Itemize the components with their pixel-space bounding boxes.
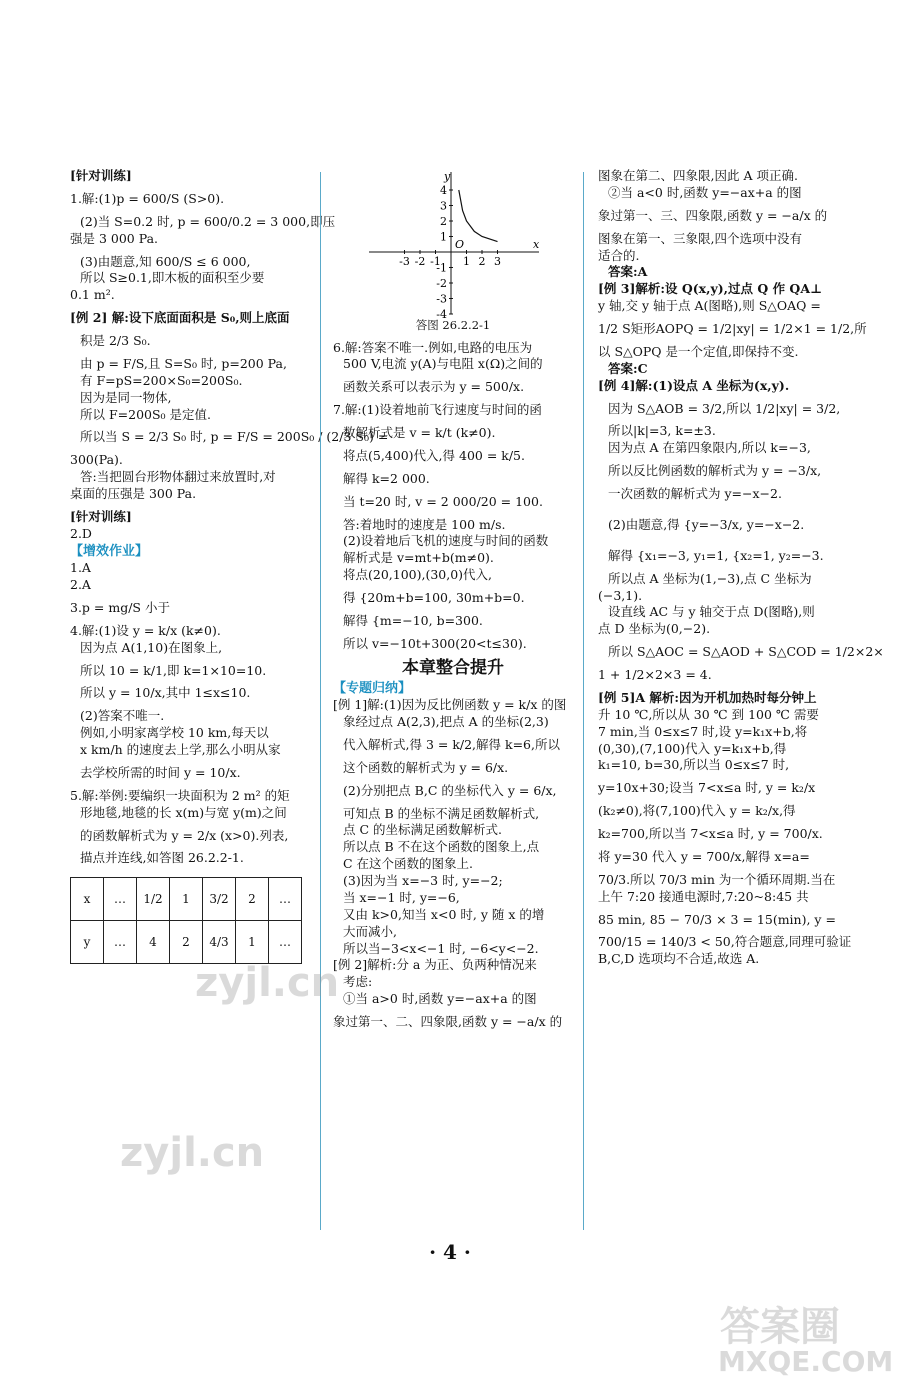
- table-cell: 3/2: [203, 878, 236, 921]
- text-line: 6.解:答案不唯一.例如,电路的电压为: [333, 339, 533, 355]
- x-tick-label: -1: [430, 255, 441, 268]
- text-line: ②当 a<0 时,函数 y=−ax+a 的图: [608, 184, 802, 200]
- table-cell: 4/3: [203, 921, 236, 964]
- text-line: y 轴,交 y 轴于点 A(图略),则 S△OAQ =: [598, 298, 821, 314]
- text-line: B,C,D 选项均不合适,故选 A.: [598, 951, 760, 967]
- text-line: 大而减小,: [343, 923, 397, 939]
- text-line: 因为点 A(1,10)在图象上,: [80, 639, 223, 655]
- text-line: 解析式是 v=mt+b(m≠0).: [343, 550, 494, 566]
- text-line: 0.1 m².: [70, 287, 115, 303]
- text-line: 去学校所需的时间 y = 10/x.: [80, 764, 241, 780]
- page-number: · 4 ·: [429, 1240, 471, 1264]
- text-line: 又由 k>0,知当 x<0 时, y 随 x 的增: [343, 906, 545, 922]
- text-line: 1 + 1/2×2×3 = 4.: [598, 667, 712, 682]
- text-line: 象过第一、二、四象限,函数 y = −a/x 的: [333, 1014, 563, 1029]
- text-line: 解得 {m=−10, b=300.: [343, 612, 483, 628]
- text-line: 设直线 AC 与 y 轴交于点 D(图略),则: [608, 604, 815, 620]
- text-line: 所以 S≥0.1,即木板的面积至少要: [80, 270, 265, 286]
- section-label: [针对训练]: [70, 168, 132, 183]
- text-line: 7 min,当 0≤x≤7 时,设 y=k₁x+b,将: [598, 723, 808, 739]
- watermark: 答案圈: [720, 1304, 840, 1350]
- text-line: (k₂≠0),将(7,100)代入 y = k₂/x,得: [598, 803, 796, 819]
- text-line: 1/2 S矩形AOPQ = 1/2|xy| = 1/2×1 = 1/2,所: [598, 321, 867, 336]
- table-cell: …: [104, 878, 137, 921]
- text-line: 所以反比例函数的解析式为 y = −3/x,: [608, 463, 822, 479]
- text-line: 所以点 B 不在这个函数的图象上,点: [343, 839, 540, 855]
- answer-line: 2.A: [70, 577, 91, 593]
- text-line: 考虑:: [343, 974, 373, 990]
- x-tick-label: 1: [463, 255, 470, 268]
- text-line: 所以|k|=3, k=±3.: [608, 423, 716, 439]
- x-tick-label: 2: [478, 255, 486, 268]
- x-tick-label: -3: [399, 255, 410, 268]
- hyperbola-graph: [363, 168, 543, 318]
- text-line: 数解析式是 v = k/t (k≠0).: [343, 425, 496, 441]
- text-line: 的函数解析式为 y = 2/x (x>0).列表,: [80, 827, 289, 843]
- text-line: 积是 2/3 S₀.: [80, 333, 151, 348]
- section-title: 【增效作业】: [70, 543, 149, 559]
- text-line: (2)分别把点 B,C 的坐标代入 y = 6/x,: [343, 782, 557, 798]
- x-tick-label: -2: [414, 255, 426, 268]
- y-tick-label: 1: [440, 230, 447, 244]
- text-line: 有 F=pS=200×S₀=200S₀.: [80, 372, 243, 388]
- text-line: 代入解析式,得 3 = k/2,解得 k=6,所以: [343, 736, 560, 752]
- y-tick-label: 3: [440, 199, 447, 213]
- text-line: 象经过点 A(2,3),把点 A 的坐标(2,3): [343, 714, 549, 729]
- table-row: [71, 878, 302, 921]
- y-tick-label: -1: [436, 261, 447, 275]
- table-cell: 1: [236, 921, 269, 964]
- text-line: (2)当 S=0.2 时, p = 600/0.2 = 3 000,即压: [80, 213, 336, 229]
- text-line: 1.解:(1)p = 600/S (S>0).: [70, 190, 225, 206]
- text-line: 所以当 S = 2/3 S₀ 时, p = F/S = 200S₀ / (2/3 S₀) =: [80, 429, 389, 445]
- text-line: 可知点 B 的坐标不满足函数解析式,: [343, 805, 540, 821]
- column-divider: [583, 172, 584, 1230]
- text-line: 解得 {x₁=−3, y₁=1, {x₂=1, y₂=−3.: [608, 547, 824, 563]
- example-heading: [例 5]A 解析:因为开机加热时每分钟上: [598, 689, 817, 705]
- text-line: k₂=700,所以当 7<x≤a 时, y = 700/x.: [598, 826, 823, 841]
- text-line: (−3,1).: [598, 587, 643, 603]
- y-tick-label: 4: [440, 184, 447, 197]
- text-line: 形地毯,地毯的长 x(m)与宽 y(m)之间: [80, 804, 287, 820]
- text-line: 描点并连线,如答图 26.2.2-1.: [80, 850, 244, 866]
- text-line: 象过第一、三、四象限,函数 y = −a/x 的: [598, 207, 828, 223]
- origin-label: O: [455, 238, 465, 251]
- section-title: 【专题归纳】: [333, 680, 412, 696]
- text-line: 5.解:举例:要编织一块面积为 2 m² 的矩: [70, 787, 290, 803]
- table-cell: …: [269, 878, 302, 921]
- text-line: [例 1]解:(1)因为反比例函数 y = k/x 的图: [333, 697, 567, 713]
- text-line: ①当 a>0 时,函数 y=−ax+a 的图: [343, 991, 537, 1007]
- y-tick-label: -4: [436, 308, 447, 318]
- text-line: 解得 k=2 000.: [343, 470, 430, 486]
- answer-line: 2.D: [70, 525, 92, 541]
- column-right: [598, 168, 884, 968]
- answer-line: 答案:C: [608, 360, 648, 376]
- text-line: (2)答案不唯一.: [80, 708, 165, 724]
- text-line: 桌面的压强是 300 Pa.: [70, 486, 197, 501]
- text-line: 由 p = F/S,且 S=S₀ 时, p=200 Pa,: [80, 355, 287, 371]
- y-tick-label: -3: [436, 292, 447, 306]
- text-line: 所以点 A 坐标为(1,−3),点 C 坐标为: [608, 570, 812, 586]
- text-line: 300(Pa).: [70, 452, 123, 468]
- text-line: 因为点 A 在第四象限内,所以 k=−3,: [608, 440, 811, 456]
- text-line: 升 10 ℃,所以从 30 ℃ 到 100 ℃ 需要: [598, 706, 819, 722]
- text-line: (0,30),(7,100)代入 y=k₁x+b,得: [598, 740, 787, 756]
- text-line: 所以 S△AOC = S△AOD + S△COD = 1/2×2×: [608, 644, 884, 660]
- text-line: 将点(5,400)代入,得 400 = k/5.: [343, 447, 525, 463]
- hyperbola-curve: [459, 190, 498, 242]
- text-line: 一次函数的解析式为 y=−x−2.: [608, 486, 782, 501]
- text-line: 所以 y = 10/x,其中 1≤x≤10.: [80, 685, 251, 701]
- text-line: 700/15 = 140/3 < 50,符合题意,同理可验证: [598, 934, 852, 950]
- x-tick-label: 3: [494, 255, 501, 268]
- table-cell: …: [104, 921, 137, 964]
- text-line: 当 x=−1 时, y=−6,: [343, 889, 460, 905]
- section-label: [针对训练]: [70, 508, 132, 524]
- figure-caption: 答图 26.2.2-1: [415, 318, 491, 332]
- text-line: 所以 F=200S₀ 是定值.: [80, 406, 211, 422]
- watermark: zyjl.cn: [195, 960, 340, 1006]
- text-line: C 在这个函数的图象上.: [343, 856, 474, 872]
- text-line: 85 min, 85 − 70/3 × 3 = 15(min), y =: [598, 911, 836, 927]
- text-line: 所以当−3<x<−1 时, −6<y<−2.: [343, 940, 539, 956]
- text-line: 图象在第二、四象限,因此 A 项正确.: [598, 168, 798, 183]
- example-heading: [例 2] 解:设下底面面积是 S₀,则上底面: [70, 310, 290, 326]
- text-line: 这个函数的解析式为 y = 6/x.: [343, 759, 509, 775]
- text-line: 适合的.: [598, 247, 640, 263]
- text-line: 点 C 的坐标满足函数解析式.: [343, 822, 502, 838]
- text-line: 强是 3 000 Pa.: [70, 230, 159, 246]
- text-line: 例如,小明家离学校 10 km,每天以: [80, 725, 269, 741]
- text-line: 500 V,电流 y(A)与电阻 x(Ω)之间的: [343, 356, 543, 372]
- y-ticks: [436, 184, 453, 318]
- text-line: 将点(20,100),(30,0)代入,: [343, 567, 493, 583]
- column-divider: [320, 172, 321, 1230]
- text-line: 点 D 坐标为(0,−2).: [598, 621, 711, 637]
- text-line: 所以 10 = k/1,即 k=1×10=10.: [80, 662, 267, 678]
- text-line: 以 S△OPQ 是一个定值,即保持不变.: [598, 343, 799, 359]
- text-line: 因为是同一物体,: [80, 389, 172, 405]
- text-line: (3)由题意,知 600/S ≤ 6 000,: [80, 253, 251, 269]
- value-table: [70, 877, 302, 964]
- text-line: 答:着地时的速度是 100 m/s.: [343, 516, 506, 532]
- answer-line: 答案:A: [608, 264, 648, 280]
- text-line: 因为 S△AOB = 3/2,所以 1/2|xy| = 3/2,: [608, 400, 841, 416]
- text-line: (2)由题意,得 {y=−3/x, y=−x−2.: [608, 516, 805, 532]
- table-cell: 2: [170, 921, 203, 964]
- answer-line: 1.A: [70, 560, 91, 576]
- y-axis-label: y: [444, 170, 451, 183]
- x-ticks: [399, 250, 501, 268]
- text-line: 4.解:(1)设 y = k/x (k≠0).: [70, 622, 221, 638]
- chapter-title: 本章整合提升: [402, 657, 504, 678]
- table-cell: y: [71, 921, 104, 964]
- text-line: (3)因为当 x=−3 时, y=−2;: [343, 873, 503, 888]
- example-heading: [例 4]解:(1)设点 A 坐标为(x,y).: [598, 377, 790, 393]
- answer-line: 3.p = mg/S 小于: [70, 599, 170, 615]
- text-line: k₁=10, b=30,所以当 0≤x≤7 时,: [598, 757, 790, 773]
- y-tick-label: -2: [436, 277, 447, 290]
- y-tick-label: 2: [440, 215, 447, 228]
- table-row: [71, 921, 302, 964]
- text-line: x km/h 的速度去上学,那么小明从家: [80, 742, 281, 758]
- text-line: [例 2]解析:分 a 为正、负两种情况来: [333, 957, 537, 973]
- text-line: 函数关系可以表示为 y = 500/x.: [343, 379, 525, 395]
- text-line: y=10x+30;设当 7<x≤a 时, y = k₂/x: [598, 780, 816, 796]
- text-line: 得 {20m+b=100, 30m+b=0.: [343, 590, 525, 606]
- table-cell: 2: [236, 878, 269, 921]
- table-cell: 1/2: [137, 878, 170, 921]
- table-cell: 1: [170, 878, 203, 921]
- text-line: 图象在第一、三象限,四个选项中没有: [598, 230, 802, 246]
- column-middle: [333, 168, 573, 1031]
- table-cell: 4: [137, 921, 170, 964]
- text-line: 当 t=20 时, v = 2 000/20 = 100.: [343, 493, 543, 509]
- x-axis-label: x: [533, 238, 540, 251]
- text-line: (2)设着地后飞机的速度与时间的函数: [343, 533, 549, 549]
- text-line: 70/3.所以 70/3 min 为一个循环周期.当在: [598, 871, 836, 887]
- table-cell: x: [71, 878, 104, 921]
- text-line: 7.解:(1)设着地前飞行速度与时间的函: [333, 402, 542, 418]
- watermark: zyjl.cn: [120, 1130, 265, 1176]
- text-line: 答:当把圆台形物体翻过来放置时,对: [80, 469, 276, 485]
- text-line: 将 y=30 代入 y = 700/x,解得 x=a=: [598, 848, 810, 864]
- watermark: MXQE.COM: [718, 1345, 894, 1378]
- example-heading: [例 3]解析:设 Q(x,y),过点 Q 作 QA⊥: [598, 281, 823, 297]
- text-line: 所以 v=−10t+300(20<t≤30).: [343, 635, 527, 651]
- table-cell: …: [269, 921, 302, 964]
- text-line: 上午 7:20 接通电源时,7:20~8:45 共: [598, 888, 809, 904]
